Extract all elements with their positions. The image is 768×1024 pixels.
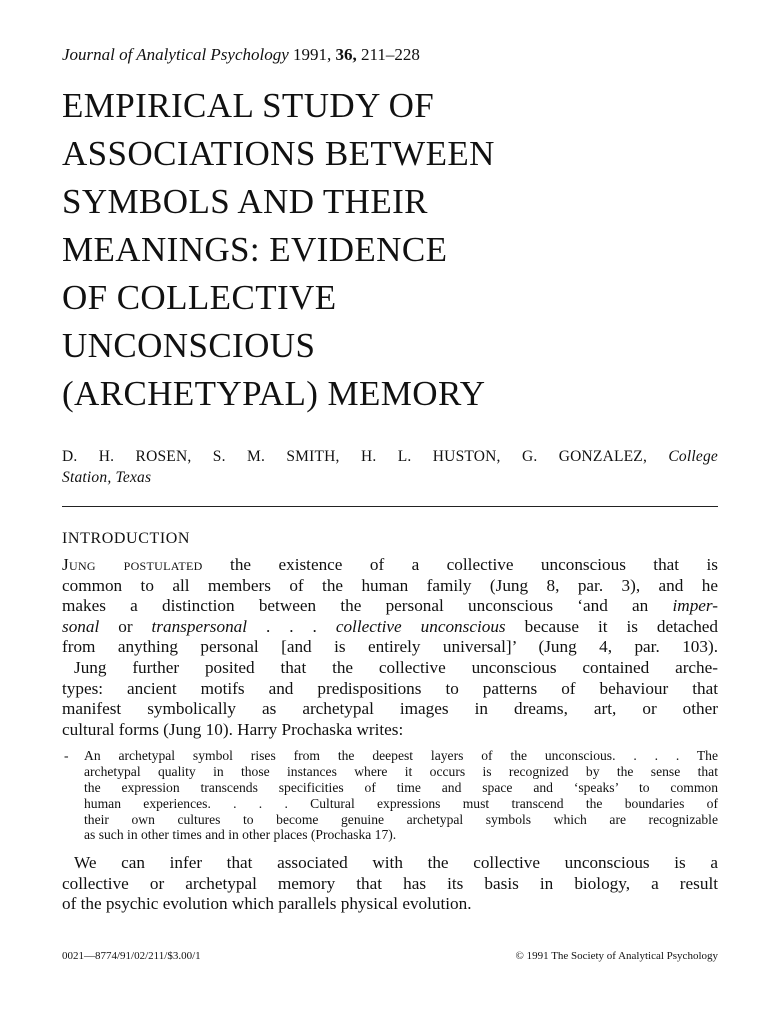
journal-citation — [62, 44, 718, 66]
article-title — [62, 82, 718, 418]
article-page — [62, 44, 718, 915]
quote-line: archetypal quality in those instances where it occurs is recognized by the sense that — [84, 764, 718, 780]
journal-name: Journal of Analytical Psychology — [62, 45, 289, 64]
paragraph-line: collective or archetypal memory that has its basis in biology, a result — [62, 873, 718, 893]
lead-in: Jung postulated — [62, 555, 203, 574]
paragraph-line: Jung further posited that the collective unconscious contained arche- — [74, 657, 718, 677]
title-line: SYMBOLS AND THEIR — [62, 182, 428, 221]
title-line: UNCONSCIOUS — [62, 326, 316, 365]
title-line: (ARCHETYPAL) MEMORY — [62, 374, 486, 413]
paragraph-line: manifest symbolically as archetypal images in dreams, art, or other — [62, 699, 718, 719]
paragraph-3 — [62, 853, 718, 915]
quote-line: An archetypal symbol rises from the deepest layers of the unconscious. . . . The — [84, 748, 718, 764]
paragraph-line: Jung postulated the existence of a collective unconscious that is — [62, 555, 718, 574]
paragraph-2 — [62, 658, 718, 740]
section-heading: INTRODUCTION — [62, 530, 191, 547]
paragraph-line: from anything personal [and is entirely universal]’ (Jung 4, par. 103). — [62, 637, 718, 657]
author-block — [62, 446, 718, 488]
copyright-notice: © 1991 The Society of Analytical Psychology — [515, 950, 718, 962]
section-divider — [62, 506, 718, 507]
quote-line: the expression transcends specificities of time and space and ‘speaks’ to common — [84, 779, 718, 795]
paragraph-line: common to all members of the human family (Jung 8, par. 3), and he — [62, 575, 718, 595]
quote-line: as such in other times and in other places (Prochaska 17). — [84, 827, 397, 843]
block-quote — [62, 748, 718, 843]
quote-line: their own cultures to become genuine archetypal symbols which are recognizable — [84, 811, 718, 827]
author-line — [62, 446, 718, 467]
page-footer — [62, 949, 718, 963]
journal-year: 1991, — [293, 45, 332, 64]
title-line: OF COLLECTIVE — [62, 278, 337, 317]
paragraph-1 — [62, 555, 718, 658]
quote-mark: - — [64, 748, 69, 764]
paragraph-line: sonal or transpersonal . . . collective unconscious because it is detached — [62, 616, 719, 636]
title-line: EMPIRICAL STUDY OF — [62, 86, 435, 125]
article-code: 0021—8774/91/02/211/$3.00/1 — [62, 950, 201, 962]
journal-pages: 211–228 — [361, 45, 420, 64]
title-line: MEANINGS: EVIDENCE — [62, 230, 448, 269]
paragraph-line: cultural forms (Jung 10). Harry Prochaska writes: — [62, 719, 404, 739]
affiliation-location: Station, Texas — [62, 469, 152, 486]
paragraph-line: types: ancient motifs and predispositions to patterns of behaviour that — [62, 678, 718, 698]
quote-line: human experiences. . . . Cultural expressions must transcend the boundaries of — [84, 795, 718, 811]
title-line: ASSOCIATIONS BETWEEN — [62, 134, 495, 173]
paragraph-line: of the psychic evolution which parallels physical evolution. — [62, 894, 472, 914]
paragraph-line: makes a distinction between the personal unconscious ‘and an imper- — [62, 596, 718, 616]
affiliation: College — [668, 448, 718, 465]
paragraph-line: We can infer that associated with the collective unconscious is a — [74, 853, 718, 873]
journal-volume: 36, — [335, 45, 357, 64]
author-names: D. H. ROSEN, S. M. SMITH, H. L. HUSTON, G. GONZALEZ, — [62, 448, 648, 465]
